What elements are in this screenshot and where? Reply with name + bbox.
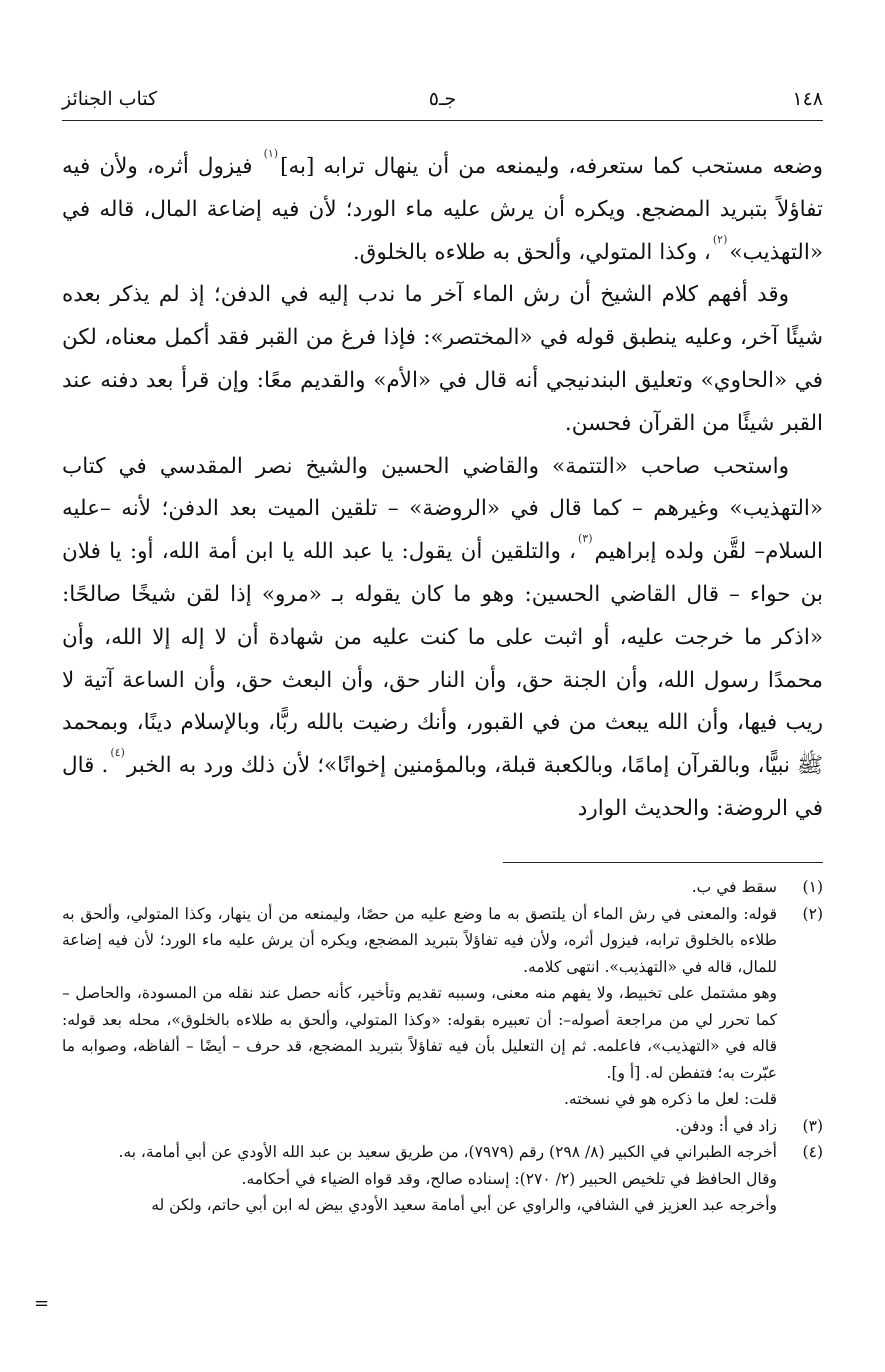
footnotes (62, 874, 823, 1219)
footnote-number: (٢) (802, 904, 823, 923)
footnote (62, 901, 823, 1113)
footnote-separator (503, 862, 823, 863)
footnote (62, 874, 823, 901)
paragraph-text: واستحب صاحب «التتمة» والقاضي الحسين والشيخ نصر المقدسي في كتاب «التهذيب» وغيرهم – كما قال في «الروضة» – تلقين الميت بعد الدفن؛ لأنه –عليه السلام– لقَّن ولده إبراهيم (62, 453, 823, 565)
footnote-number: (٤) (802, 1143, 823, 1161)
footnote-text: قوله: والمعنى في رش الماء أن يلتصق به ما وضع عليه من حصًا، وليمنعه من أن ينهار، وكذا المتولي، وألحق به طلاءه بالخلوق ترابه، فيزول أثره، ولأن فيه تفاؤلاً بتبريد المضجع، ويكره أن يرش عليه ماء الورد؛ لأن فيه إضاعة للمال، قاله في «التهذيب». انتهى كلامه. (62, 904, 777, 976)
footnote-text: وأخرجه عبد العزيز في الشافي، والراوي عن أبي أمامة سعيد الأودي بيض له ابن أبي حاتم، ولكن له (151, 1196, 777, 1214)
main-text (62, 146, 823, 831)
footnote-text: أخرجه الطبراني في الكبير (٨/ ٢٩٨) رقم (٧٩٧٩)، من طريق سعيد بن عبد الله الأودي عن أبي أمامة، به. (118, 1143, 777, 1161)
footnote (62, 1113, 823, 1140)
footnote-ref: (٢) (712, 232, 728, 246)
header-divider (62, 120, 823, 121)
footnote-ref: (٤) (110, 746, 125, 760)
paragraph (62, 146, 823, 274)
footnote-text: سقط في ب. (691, 878, 777, 896)
page-number: ١٤٨ (792, 88, 823, 110)
paragraph-text: فيزول أثره، ولأن فيه تفاؤلاً بتبريد المضجع. ويكره أن يرش عليه ماء الورد؛ لأن فيه إضاعة المال، قاله في «التهذيب» (62, 154, 823, 265)
footnote-number: (١) (802, 878, 823, 896)
paragraph (62, 274, 823, 445)
margin-mark: = (34, 1293, 50, 1314)
footnote-number: (٣) (802, 1116, 823, 1135)
paragraph-text: ، وكذا المتولي، وألحق به طلاءه بالخلوق. (352, 239, 711, 265)
volume-number: جـ٥ (428, 88, 457, 110)
paragraph-text: ، والتلقين أن يقول: يا عبد الله يا ابن أمة الله، أو: يا فلان بن حواء – قال القاضي الحسين: وهو ما كان يقوله بـ «مرو» إذا لقن شيخًا صالحًا: «اذكر ما خرجت عليه، أو اثبت على ما كنت عليه من شهادة أن لا إله إلا الله، وأن محمدًا رسول الله، وأن الجنة حق، وأن النار حق، وأن البعث حق، وأن الساعة آتية لا ريب فيها، وأن الله يبعث من في القبور، وأنك رضيت بالله ربًّا، وبالإسلام دينًا، وبمحمد ﷺ نبيًّا، وبالقرآن إمامًا، وبالكعبة قبلة، وبالمؤمنين إخوانًا»؛ لأن ذلك ورد به الخبر (62, 539, 824, 779)
paragraph-text: وقد أفهم كلام الشيخ أن رش الماء آخر ما ندب إليه في الدفن؛ إذ لم يذكر بعده شيئًا آخر، وعليه ينطبق قوله في «المختصر»: فإذا فرغ من القبر فقد أكمل معناه، لكن في «الحاوي» وتعليق البندنيجي أنه قال في «الأم» والقديم معًا: وإن قرأ بعد دفنه عند القبر شيئًا من القرآن فحسن. (62, 282, 823, 436)
running-header (62, 84, 823, 118)
paragraph-text: وضعه مستحب كما ستعرفه، وليمنعه من أن ينهال ترابه [به] (280, 154, 823, 179)
footnote-text: وهو مشتمل على تخبيط، ولا يفهم منه معنى، وسببه تقديم وتأخير، كأنه حصل عند نقله من المسودة، والحاصل – كما تحرر لي من مراجعة أصوله–: أن تعبيره بقوله: «وكذا المتولي، وألحق به طلاءه بالخلوق»، محله بعد قوله: قاله في «التهذيب»، فاعلمه. ثم إن التعليل بأن فيه تفاؤلاً بتبريد المضجع، قد حرف – أيضًا – ألفاظه، وصوابه ما عبّرت به؛ فتفطن له. [أ و]. (62, 984, 777, 1082)
footnote-text: زاد في أ: ودفن. (675, 1116, 777, 1135)
footnote-ref: (١) (263, 147, 279, 160)
paragraph-text: . قال في الروضة: والحديث الوارد (62, 753, 823, 821)
footnote-text: قلت: لعل ما ذكره هو في نسخته. (563, 1090, 777, 1108)
footnote (62, 1139, 823, 1219)
footnote-ref: (٣) (578, 532, 593, 546)
paragraph (62, 446, 823, 831)
footnote-text: وقال الحافظ في تلخيص الحبير (٢/ ٢٧٠): إسناده صالح، وقد قواه الضياء في أحكامه. (241, 1169, 777, 1188)
book-title: كتاب الجنائز (62, 88, 158, 110)
